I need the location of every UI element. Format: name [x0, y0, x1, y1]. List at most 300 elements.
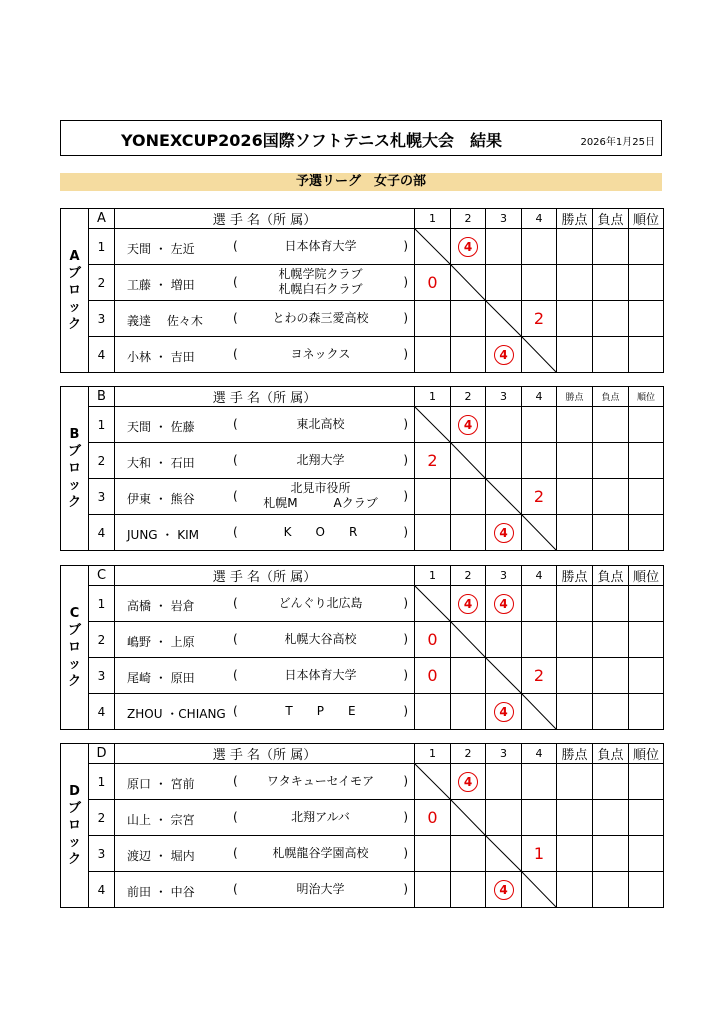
score-cell	[451, 301, 486, 337]
player-names: 天間 ・ 左近	[127, 242, 195, 256]
score-circled: 4	[494, 345, 514, 365]
open-paren: (	[233, 810, 238, 824]
player-cell	[115, 836, 415, 872]
affiliation	[245, 267, 396, 297]
block-table	[60, 565, 664, 730]
player-row	[61, 337, 664, 373]
affiliation	[245, 453, 396, 468]
block-label	[61, 566, 89, 730]
loss-points-cell	[593, 265, 629, 301]
win-points-cell	[557, 229, 593, 265]
opponent-col-header: 4	[522, 744, 557, 764]
affiliation-line: 札幌白石クラブ	[278, 282, 363, 296]
block-label-char: ッ	[67, 478, 81, 493]
self-match-cell	[415, 586, 451, 622]
loss-points-cell	[593, 836, 629, 872]
score-cell	[522, 229, 557, 265]
affiliation-line: 北翔大学	[296, 453, 345, 467]
score-circled: 4	[458, 594, 478, 614]
score-cell	[451, 229, 486, 265]
player-cell	[115, 301, 415, 337]
score-cell	[415, 872, 451, 908]
rank-cell	[629, 658, 664, 694]
block-label	[61, 744, 89, 908]
block-letter: D	[89, 744, 115, 764]
close-paren: )	[403, 347, 408, 361]
close-paren: )	[403, 239, 408, 253]
affiliation-line: とわの森三愛高校	[272, 311, 369, 325]
self-match-cell	[451, 443, 486, 479]
player-names: ZHOU ・CHIANG	[127, 707, 226, 721]
player-row	[61, 764, 664, 800]
player-cell	[115, 337, 415, 373]
self-match-cell	[522, 694, 557, 730]
rank-cell	[629, 872, 664, 908]
diagonal-line	[486, 836, 521, 871]
block-label	[61, 209, 89, 373]
player-names: 尾崎 ・ 原田	[127, 671, 195, 685]
player-number: 2	[89, 265, 115, 301]
self-match-cell	[486, 658, 522, 694]
players-header: 選 手 名（所 属）	[115, 209, 415, 229]
opponent-col-header: 3	[486, 566, 522, 586]
score-cell	[486, 764, 522, 800]
title-date: 2026年1月25日	[580, 137, 655, 148]
close-paren: )	[403, 525, 408, 539]
player-cell	[115, 658, 415, 694]
player-names: 嶋野 ・ 上原	[127, 635, 195, 649]
self-match-cell	[415, 764, 451, 800]
loss-points-cell	[593, 658, 629, 694]
diagonal-line	[415, 229, 450, 264]
player-cell	[115, 443, 415, 479]
self-match-cell	[486, 301, 522, 337]
score-circled: 4	[458, 415, 478, 435]
header-row	[61, 387, 664, 407]
player-row	[61, 836, 664, 872]
loss-points-cell	[593, 586, 629, 622]
player-number: 4	[89, 694, 115, 730]
score-cell	[415, 301, 451, 337]
player-cell	[115, 872, 415, 908]
loss-points-cell	[593, 229, 629, 265]
player-cell	[115, 800, 415, 836]
player-cell	[115, 622, 415, 658]
rank-cell	[629, 407, 664, 443]
block-label-char: A	[69, 249, 80, 264]
player-names: JUNG ・ KIM	[127, 528, 199, 542]
win-points-cell	[557, 443, 593, 479]
score-value: 2	[533, 665, 545, 685]
affiliation-line: 日本体育大学	[284, 239, 357, 253]
loss-points-cell	[593, 694, 629, 730]
open-paren: (	[233, 489, 238, 503]
block-label-char: ブ	[67, 623, 81, 638]
diagonal-line	[486, 301, 521, 336]
score-cell	[486, 800, 522, 836]
open-paren: (	[233, 525, 238, 539]
score-cell	[451, 407, 486, 443]
close-paren: )	[403, 810, 408, 824]
open-paren: (	[233, 453, 238, 467]
opponent-col-header: 4	[522, 387, 557, 407]
score-circled: 4	[494, 880, 514, 900]
score-cell	[415, 443, 451, 479]
affiliation-line: 札幌龍谷学園高校	[272, 846, 369, 860]
affiliation-line: K O R	[283, 525, 358, 539]
diagonal-line	[415, 407, 450, 442]
player-number: 1	[89, 586, 115, 622]
loss-points-header: 負点	[593, 209, 629, 229]
close-paren: )	[403, 311, 408, 325]
header-row	[61, 209, 664, 229]
player-number: 1	[89, 229, 115, 265]
player-names: 天間 ・ 佐藤	[127, 420, 195, 434]
opponent-col-header: 4	[522, 566, 557, 586]
win-points-header: 勝点	[557, 209, 593, 229]
affiliation-line: 北見市役所	[290, 481, 351, 495]
close-paren: )	[403, 704, 408, 718]
score-cell	[486, 515, 522, 551]
rank-header: 順位	[629, 566, 664, 586]
diagonal-line	[486, 658, 521, 693]
player-number: 1	[89, 764, 115, 800]
open-paren: (	[233, 668, 238, 682]
player-names: 渡辺 ・ 堀内	[127, 849, 195, 863]
block-label-char: ブ	[67, 801, 81, 816]
opponent-col-header: 2	[451, 387, 486, 407]
block-label-char: ロ	[67, 818, 81, 833]
affiliation-line: 東北高校	[296, 417, 345, 431]
affiliation-line: ヨネックス	[290, 347, 351, 361]
close-paren: )	[403, 774, 408, 788]
score-cell	[415, 515, 451, 551]
score-circled: 4	[458, 237, 478, 257]
rank-cell	[629, 265, 664, 301]
diagonal-line	[451, 265, 485, 300]
score-circled: 4	[494, 594, 514, 614]
player-row	[61, 229, 664, 265]
player-row	[61, 800, 664, 836]
player-row	[61, 301, 664, 337]
rank-header: 順位	[629, 209, 664, 229]
opponent-col-header: 1	[415, 387, 451, 407]
block-label	[61, 387, 89, 551]
player-names: 山上 ・ 宗宮	[127, 813, 195, 827]
affiliation-line: 日本体育大学	[284, 668, 357, 682]
open-paren: (	[233, 275, 238, 289]
win-points-cell	[557, 337, 593, 373]
score-cell	[451, 872, 486, 908]
rank-cell	[629, 337, 664, 373]
rank-cell	[629, 479, 664, 515]
win-points-cell	[557, 479, 593, 515]
header-row	[61, 744, 664, 764]
block-label-char: ブ	[67, 266, 81, 281]
score-cell	[415, 694, 451, 730]
player-number: 4	[89, 337, 115, 373]
player-names: 伊東 ・ 熊谷	[127, 492, 195, 506]
block-label-char: ロ	[67, 283, 81, 298]
affiliation	[245, 347, 396, 362]
player-row	[61, 479, 664, 515]
self-match-cell	[522, 337, 557, 373]
player-number: 2	[89, 622, 115, 658]
block-letter: B	[89, 387, 115, 407]
close-paren: )	[403, 846, 408, 860]
score-cell	[451, 694, 486, 730]
rank-cell	[629, 694, 664, 730]
win-points-cell	[557, 622, 593, 658]
score-cell	[451, 586, 486, 622]
affiliation-line: 札幌学院クラブ	[278, 267, 363, 281]
win-points-header: 勝点	[557, 744, 593, 764]
block-letter: A	[89, 209, 115, 229]
diagonal-line	[451, 800, 485, 835]
score-cell	[451, 764, 486, 800]
score-cell	[522, 265, 557, 301]
opponent-col-header: 1	[415, 209, 451, 229]
player-names: 義達 佐々木	[127, 314, 203, 328]
score-cell	[522, 800, 557, 836]
score-value: 0	[427, 629, 438, 649]
score-value: 0	[427, 272, 438, 292]
player-row	[61, 622, 664, 658]
affiliation-line: T P E	[285, 704, 356, 718]
win-points-cell	[557, 265, 593, 301]
score-cell	[486, 337, 522, 373]
win-points-cell	[557, 764, 593, 800]
loss-points-header: 負点	[593, 566, 629, 586]
open-paren: (	[233, 632, 238, 646]
loss-points-header: 負点	[593, 387, 629, 407]
block-label-char: ク	[67, 852, 81, 867]
loss-points-cell	[593, 872, 629, 908]
block-label-char: ロ	[67, 461, 81, 476]
score-cell	[522, 407, 557, 443]
score-value: 2	[533, 308, 545, 328]
affiliation	[245, 810, 396, 825]
header-row	[61, 566, 664, 586]
win-points-header: 勝点	[557, 387, 593, 407]
block-table	[60, 386, 664, 551]
close-paren: )	[403, 417, 408, 431]
player-row	[61, 265, 664, 301]
block-table	[60, 208, 664, 373]
self-match-cell	[451, 622, 486, 658]
block-label-char: C	[69, 606, 80, 621]
player-cell	[115, 229, 415, 265]
score-cell	[522, 586, 557, 622]
win-points-cell	[557, 515, 593, 551]
score-cell	[415, 265, 451, 301]
score-cell	[522, 301, 557, 337]
opponent-col-header: 3	[486, 744, 522, 764]
block-label-char: ッ	[67, 657, 81, 672]
affiliation	[245, 774, 396, 789]
score-cell	[415, 836, 451, 872]
score-cell	[486, 872, 522, 908]
affiliation-line: 札幌M Aクラブ	[263, 496, 378, 510]
affiliation-line: ワタキューセイモア	[266, 774, 375, 788]
score-cell	[451, 658, 486, 694]
score-cell	[451, 836, 486, 872]
opponent-col-header: 2	[451, 209, 486, 229]
block-label-char: ッ	[67, 300, 81, 315]
block-label-char: D	[69, 784, 80, 799]
score-cell	[415, 658, 451, 694]
page-title: YONEXCUP2026国際ソフトテニス札幌大会 結果	[121, 131, 503, 150]
rank-header: 順位	[629, 744, 664, 764]
player-cell	[115, 479, 415, 515]
rank-cell	[629, 586, 664, 622]
block-label-char: ブ	[67, 444, 81, 459]
score-cell	[415, 800, 451, 836]
affiliation	[245, 846, 396, 861]
affiliation-line: どんぐり北広島	[278, 596, 363, 610]
affiliation	[245, 882, 396, 897]
win-points-cell	[557, 586, 593, 622]
rank-cell	[629, 229, 664, 265]
block-label-char: ッ	[67, 835, 81, 850]
score-cell	[486, 229, 522, 265]
score-cell	[522, 764, 557, 800]
score-cell	[486, 407, 522, 443]
win-points-cell	[557, 694, 593, 730]
close-paren: )	[403, 596, 408, 610]
loss-points-cell	[593, 622, 629, 658]
block-label-char: ク	[67, 495, 81, 510]
affiliation	[245, 632, 396, 647]
open-paren: (	[233, 596, 238, 610]
loss-points-cell	[593, 800, 629, 836]
affiliation-line: 札幌大谷高校	[284, 632, 357, 646]
score-value: 0	[427, 807, 438, 827]
open-paren: (	[233, 417, 238, 431]
diagonal-line	[415, 764, 450, 799]
player-row	[61, 694, 664, 730]
diagonal-line	[451, 443, 485, 478]
score-cell	[486, 622, 522, 658]
loss-points-header: 負点	[593, 744, 629, 764]
self-match-cell	[415, 407, 451, 443]
affiliation-line: 明治大学	[296, 882, 345, 896]
close-paren: )	[403, 668, 408, 682]
block-label-char: ロ	[67, 640, 81, 655]
player-number: 3	[89, 658, 115, 694]
rank-header: 順位	[629, 387, 664, 407]
player-names: 大和 ・ 石田	[127, 456, 195, 470]
score-value: 2	[533, 486, 545, 506]
player-row	[61, 586, 664, 622]
score-cell	[415, 479, 451, 515]
players-header: 選 手 名（所 属）	[115, 387, 415, 407]
opponent-col-header: 4	[522, 209, 557, 229]
score-value: 2	[427, 450, 438, 470]
affiliation	[245, 311, 396, 326]
block-table	[60, 743, 664, 908]
score-cell	[451, 515, 486, 551]
block-label-char: ク	[67, 317, 81, 332]
win-points-cell	[557, 872, 593, 908]
rank-cell	[629, 301, 664, 337]
diagonal-line	[415, 586, 450, 621]
rank-cell	[629, 515, 664, 551]
score-cell	[486, 265, 522, 301]
opponent-col-header: 2	[451, 566, 486, 586]
score-cell	[522, 443, 557, 479]
close-paren: )	[403, 275, 408, 289]
player-names: 前田 ・ 中谷	[127, 885, 195, 899]
affiliation	[245, 481, 396, 511]
win-points-cell	[557, 836, 593, 872]
loss-points-cell	[593, 479, 629, 515]
player-row	[61, 872, 664, 908]
score-cell	[522, 622, 557, 658]
player-cell	[115, 764, 415, 800]
open-paren: (	[233, 846, 238, 860]
score-circled: 4	[458, 772, 478, 792]
score-cell	[522, 658, 557, 694]
player-row	[61, 658, 664, 694]
open-paren: (	[233, 882, 238, 896]
diagonal-line	[522, 337, 556, 372]
block-letter: C	[89, 566, 115, 586]
score-cell	[486, 694, 522, 730]
close-paren: )	[403, 882, 408, 896]
affiliation-line: 北翔アルバ	[291, 810, 350, 824]
self-match-cell	[522, 872, 557, 908]
self-match-cell	[522, 515, 557, 551]
rank-cell	[629, 443, 664, 479]
player-number: 3	[89, 836, 115, 872]
score-cell	[415, 622, 451, 658]
open-paren: (	[233, 239, 238, 253]
open-paren: (	[233, 774, 238, 788]
score-circled: 4	[494, 702, 514, 722]
open-paren: (	[233, 704, 238, 718]
win-points-header: 勝点	[557, 566, 593, 586]
rank-cell	[629, 622, 664, 658]
close-paren: )	[403, 632, 408, 646]
score-cell	[522, 836, 557, 872]
affiliation	[245, 525, 396, 540]
loss-points-cell	[593, 443, 629, 479]
affiliation	[245, 596, 396, 611]
open-paren: (	[233, 347, 238, 361]
rank-cell	[629, 836, 664, 872]
self-match-cell	[486, 836, 522, 872]
score-circled: 4	[494, 523, 514, 543]
players-header: 選 手 名（所 属）	[115, 566, 415, 586]
block-label-char: ク	[67, 674, 81, 689]
diagonal-line	[451, 622, 485, 657]
opponent-col-header: 1	[415, 744, 451, 764]
loss-points-cell	[593, 407, 629, 443]
rank-cell	[629, 800, 664, 836]
score-cell	[415, 337, 451, 373]
player-number: 4	[89, 515, 115, 551]
player-cell	[115, 694, 415, 730]
close-paren: )	[403, 489, 408, 503]
player-names: 高橋 ・ 岩倉	[127, 599, 195, 613]
score-cell	[522, 479, 557, 515]
score-cell	[486, 586, 522, 622]
score-cell	[451, 479, 486, 515]
player-names: 小林 ・ 吉田	[127, 350, 195, 364]
player-number: 4	[89, 872, 115, 908]
open-paren: (	[233, 311, 238, 325]
